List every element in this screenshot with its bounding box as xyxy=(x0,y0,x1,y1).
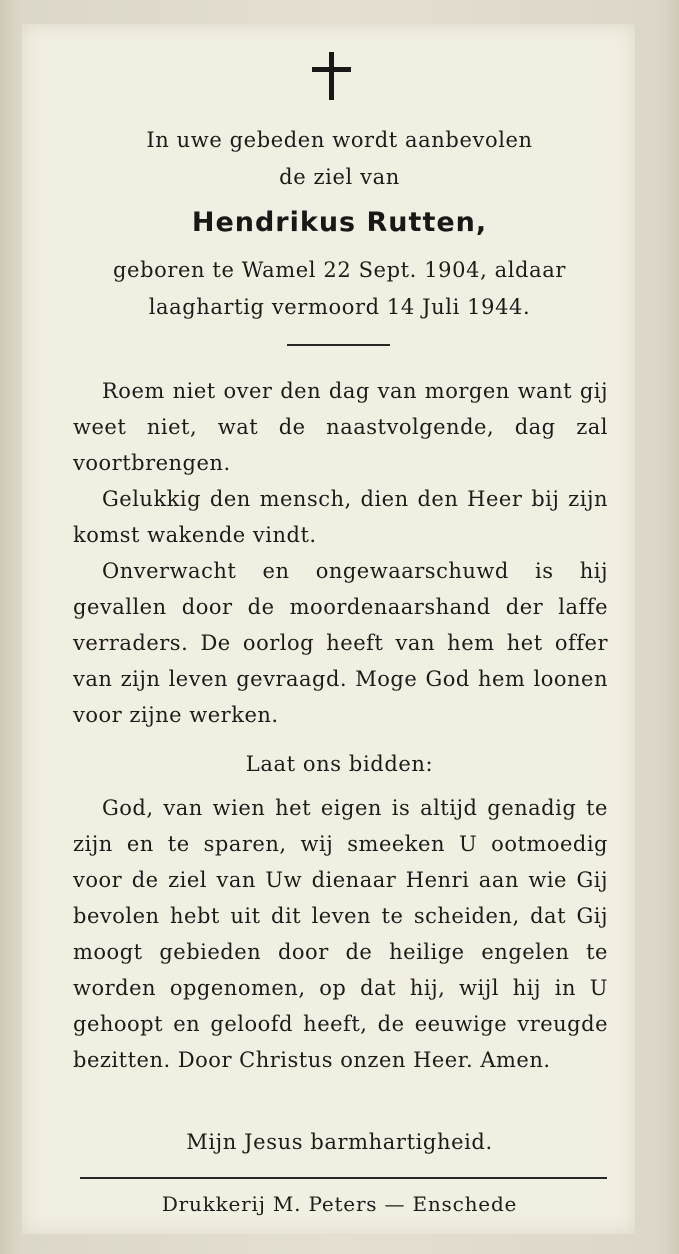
prayer-text-block xyxy=(73,790,608,1078)
paragraph-blessed: Gelukkig den mensch, dien den Heer bij zijn komst wakende vindt. xyxy=(73,487,608,547)
deceased-name: Hendrikus Rutten, xyxy=(191,207,488,238)
prayer-text: God, van wien het eigen is altijd genadig te zijn en te sparen, wij smeeken U ootmoedig voor de ziel van Uw dienaar Henri aan wie Gij bevolen hebt uit dit leven te scheiden, dat Gij moogt gebieden door de heilige engelen te worden opgenomen, op dat hij, wijl hij in U gehoopt en geloofd heeft, de eeuwige vreugde bezitten. Door Christus onzen Heer. Amen. xyxy=(73,796,608,1072)
cross-icon xyxy=(309,52,355,100)
birth-line: geboren te Wamel 22 Sept. 1904, aldaar xyxy=(113,258,566,282)
paragraph-tomorrow: Roem niet over den dag van morgen want gij weet niet, wat de naastvolgende, dag zal voortbrengen. xyxy=(73,379,608,475)
paragraph-circumstances: Onverwacht en ongewaarschuwd is hij gevallen door de moordenaarshand der laffe verraders. De oorlog heeft van hem het offer van zijn leven gevraagd. Moge God hem loonen voor zijne werken. xyxy=(73,559,608,727)
body-text xyxy=(73,373,608,733)
intro-line-2: de ziel van xyxy=(279,165,400,189)
divider-short xyxy=(287,344,390,346)
divider-long xyxy=(80,1177,607,1179)
prayer-heading: Laat ons bidden: xyxy=(245,752,434,776)
printer-credit: Drukkerij M. Peters — Enschede xyxy=(161,1192,518,1216)
intro-line-1: In uwe gebeden wordt aanbevolen xyxy=(146,128,533,152)
closing-invocation: Mijn Jesus barmhartigheid. xyxy=(186,1130,493,1154)
death-line: laaghartig vermoord 14 Juli 1944. xyxy=(148,295,531,319)
